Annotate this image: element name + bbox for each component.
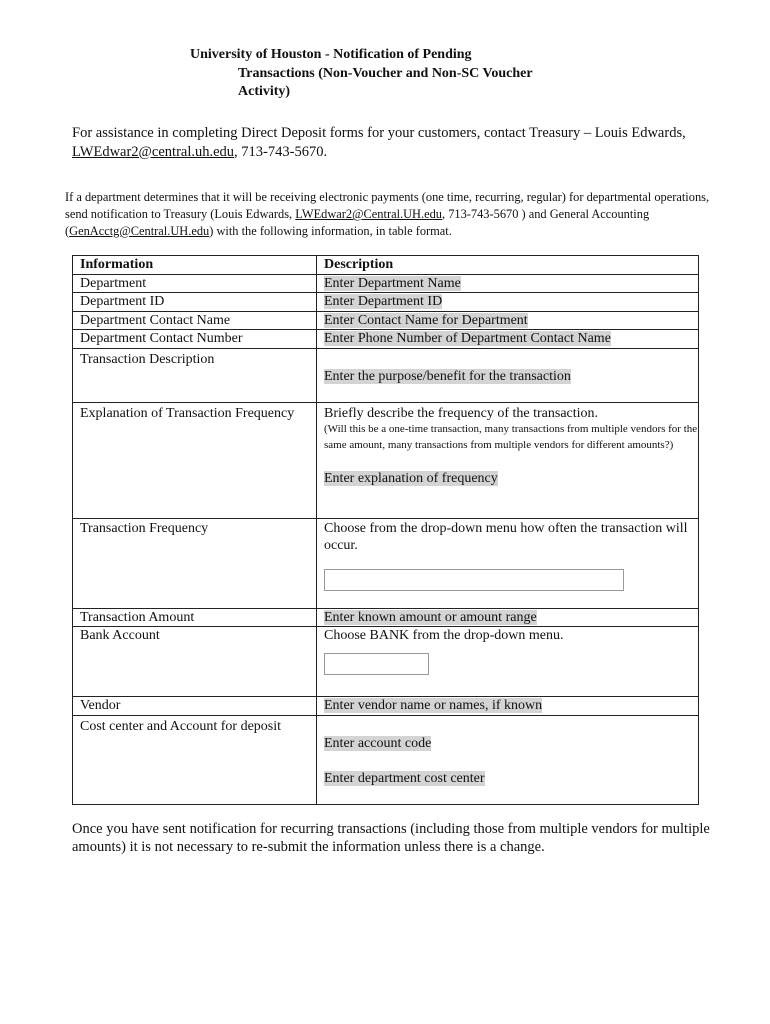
table-row — [73, 311, 699, 330]
bank-account-dropdown[interactable] — [324, 653, 429, 675]
frequency-explanation-note: (Will this be a one-time transaction, many transactions from multiple vendors for the same amount, many transactions from multiple vendors for different amounts?) — [324, 423, 698, 451]
title-line-3: Activity) — [238, 84, 291, 99]
table-row — [73, 608, 699, 627]
frequency-explanation-field[interactable]: Enter explanation of frequency — [324, 471, 498, 486]
intro-paragraph — [72, 124, 712, 161]
treasury-email-link[interactable]: LWEdwar2@central.uh.edu — [72, 143, 235, 160]
transaction-description-label: Transaction Description — [73, 348, 317, 402]
instructions-text-3: ) with the following information, in table format. — [209, 224, 452, 238]
table-row — [73, 402, 699, 518]
transaction-frequency-dropdown[interactable] — [324, 569, 624, 591]
table-row — [73, 293, 699, 312]
department-name-field[interactable]: Enter Department Name — [324, 275, 461, 291]
transaction-frequency-instruction: Choose from the drop-down menu how often the transaction will occur. — [324, 520, 688, 553]
table-header-row — [73, 256, 699, 275]
department-id-field[interactable]: Enter Department ID — [324, 294, 443, 309]
frequency-explanation-label: Explanation of Transaction Frequency — [73, 402, 317, 518]
department-id-label: Department ID — [73, 293, 317, 312]
document-title — [190, 46, 590, 102]
header-information: Information — [73, 256, 317, 275]
transaction-description-field[interactable]: Enter the purpose/benefit for the transaction — [324, 368, 571, 384]
table-row — [73, 697, 699, 716]
intro-phone: , 713-743-5670. — [234, 143, 328, 160]
table-row — [73, 274, 699, 293]
transaction-frequency-label: Transaction Frequency — [73, 518, 317, 608]
bank-account-label: Bank Account — [73, 627, 317, 697]
frequency-explanation-instruction: Briefly describe the frequency of the transaction. — [324, 405, 599, 421]
contact-name-field[interactable]: Enter Contact Name for Department — [324, 312, 528, 328]
header-description: Description — [317, 256, 699, 275]
treasury-email-link-2[interactable]: LWEdwar2@Central.UH.edu — [295, 207, 442, 221]
department-label: Department — [73, 274, 317, 293]
cost-center-label: Cost center and Account for deposit — [73, 715, 317, 804]
transaction-amount-field[interactable]: Enter known amount or amount range — [324, 609, 537, 625]
intro-text: For assistance in completing Direct Deposit forms for your customers, contact Treasury – Louis Edwards, — [72, 125, 686, 141]
account-code-field[interactable]: Enter account code — [324, 735, 432, 751]
table-row — [73, 715, 699, 804]
table-row — [73, 348, 699, 402]
cost-center-field[interactable]: Enter department cost center — [324, 771, 485, 786]
instructions-text-2: , 713-743-5670 ) and General Accounting ( — [65, 207, 650, 238]
contact-number-field[interactable]: Enter Phone Number of Department Contact Name — [324, 331, 611, 346]
title-line-2: Transactions (Non-Voucher and Non-SC Voucher — [238, 65, 533, 81]
vendor-label: Vendor — [73, 697, 317, 716]
table-row — [73, 518, 699, 608]
title-line-1: University of Houston - Notification of Pending — [190, 47, 472, 62]
table-row — [73, 627, 699, 697]
genacctg-email-link[interactable]: GenAcctg@Central.UH.edu — [69, 224, 210, 238]
closing-paragraph: Once you have sent notification for recurring transactions (including those from multiple vendors for multiple amounts) it is not necessary to re-submit the information unless there is a change. — [72, 821, 710, 855]
contact-number-label: Department Contact Number — [73, 330, 317, 349]
bank-account-instruction: Choose BANK from the drop-down menu. — [324, 628, 564, 643]
contact-name-label: Department Contact Name — [73, 311, 317, 330]
vendor-field[interactable]: Enter vendor name or names, if known — [324, 698, 543, 713]
table-row — [73, 330, 699, 349]
instructions-text-1: If a department determines that it will be receiving electronic payments (one time, recurring, regular) for departmental operations, send notification to Treasury (Louis Edwards, — [65, 190, 710, 221]
information-table — [72, 255, 699, 805]
transaction-amount-label: Transaction Amount — [73, 608, 317, 627]
instructions-paragraph — [65, 189, 715, 240]
